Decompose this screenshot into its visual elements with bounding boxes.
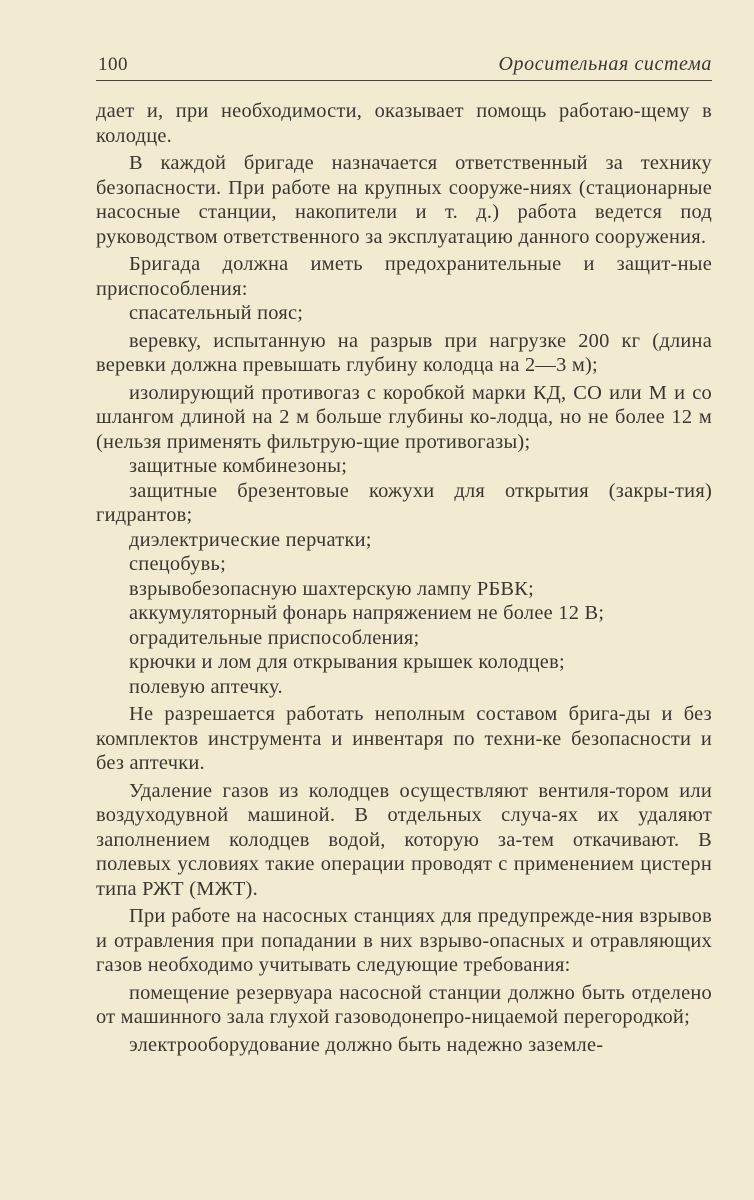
list-item: спасательный пояс; <box>129 302 304 324</box>
list-item: крючки и лом для открывания крышек колодцев; <box>129 651 565 673</box>
list-item: взрывобезопасную шахтерскую лампу РБВК; <box>129 577 535 600</box>
paragraph: Бригада должна иметь предохранительные и защит-ные приспособления: <box>96 253 712 300</box>
list-item: оградительные приспособления; <box>129 626 420 649</box>
paragraph: Не разрешается работать неполным составом брига-ды и без комплектов инструмента и инвентаря по техни-ке безопасности и без аптечки. <box>96 703 712 774</box>
list-item: защитные комбинезоны; <box>129 455 348 477</box>
paragraph: В каждой бригаде назначается ответственный за технику безопасности. При работе на крупных сооруже-ниях (стационарные насосные станции, накопители и т. д.) работа ведется под руководством ответственного за эксплуатацию данного сооружения. <box>96 152 712 248</box>
list-item: диэлектрические перчатки; <box>129 528 372 551</box>
page-body <box>96 99 712 1057</box>
list-item: веревку, испытанную на разрыв при нагрузке 200 кг (длина веревки должна превышать глубину колодца на 2—3 м); <box>96 329 712 376</box>
page-number: 100 <box>98 54 128 75</box>
list-item: электрооборудование должно быть надежно заземле- <box>129 1033 604 1056</box>
paragraph: Удаление газов из колодцев осуществляют вентиля-тором или воздуходувной машиной. В отдельных случа-ях их удаляют заполнением колодцев водой, которую за-тем откачивают. В полевых условиях такие операции проводят с применением цистерн типа РЖТ (МЖТ). <box>96 779 712 900</box>
list-item: защитные брезентовые кожухи для открытия (закры-тия) гидрантов; <box>96 479 712 526</box>
running-title: Оросительная система <box>498 53 712 75</box>
list-item: изолирующий противогаз с коробкой марки КД, СО или М и со шлангом длиной на 2 м больше глубины ко-лодца, но не более 12 м (нельзя применять фильтрую-щие противогазы); <box>96 381 712 453</box>
page-header <box>96 48 712 81</box>
list-item: спецобувь; <box>129 553 227 575</box>
paragraph: дает и, при необходимости, оказывает помощь работаю-щему в колодце. <box>96 100 712 147</box>
paragraph: При работе на насосных станциях для предупрежде-ния взрывов и отравления при попадании в них взрыво-опасных и отравляющих газов необходимо учитывать следующие требования: <box>96 905 712 976</box>
list-item: аккумуляторный фонарь напряжением не более 12 В; <box>129 602 605 624</box>
list-item: полевую аптечку. <box>129 675 283 698</box>
list-item: помещение резервуара насосной станции должно быть отделено от машинного зала глухой газоводонепро-ницаемой перегородкой; <box>96 981 712 1028</box>
